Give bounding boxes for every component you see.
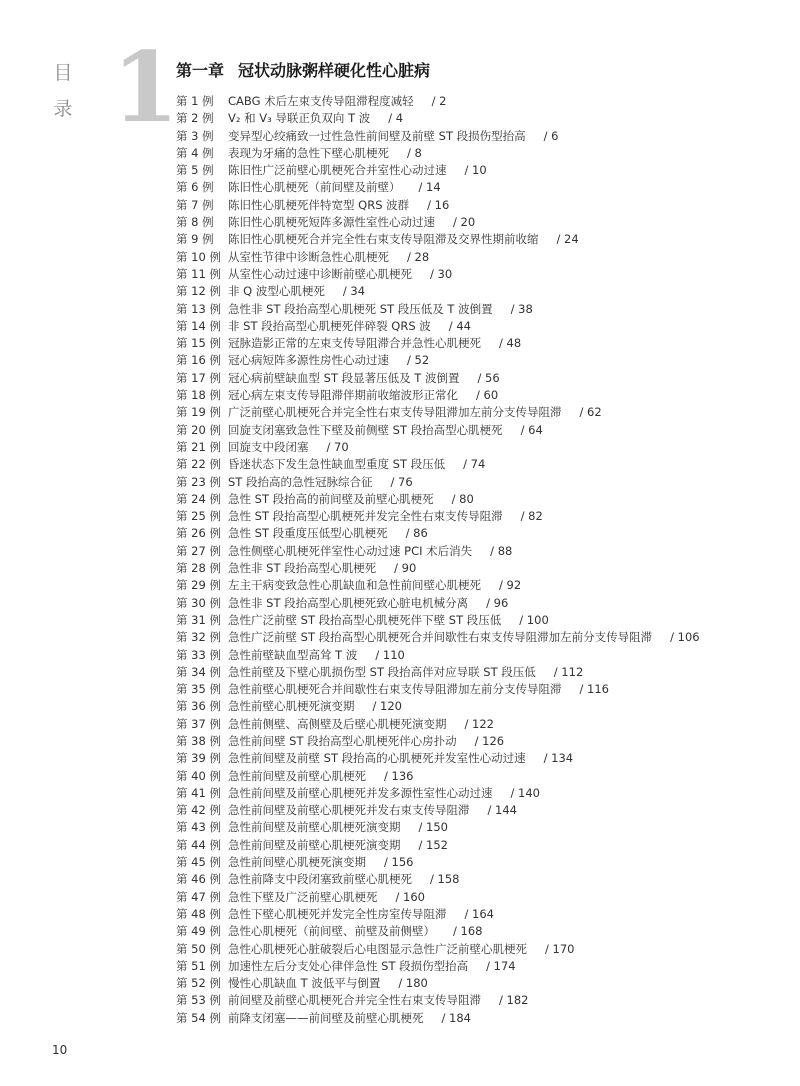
case-title: 急性前间壁及前壁 ST 段抬高的心肌梗死并发室性心动过速 bbox=[228, 751, 526, 766]
case-title: 急性 ST 段抬高型心肌梗死并发完全性右束支传导阻滞 bbox=[228, 509, 503, 524]
page-number: 10 bbox=[52, 1043, 68, 1057]
page-ref: / 62 bbox=[579, 405, 602, 420]
case-title: 急性非 ST 段抬高型心肌梗死 ST 段压低及 T 波倒置 bbox=[228, 301, 493, 316]
toc-entry[interactable] bbox=[176, 750, 776, 767]
case-title: V₂ 和 V₃ 导联正负双向 T 波 bbox=[228, 111, 371, 126]
toc-entry[interactable] bbox=[176, 301, 776, 318]
page-ref: / 106 bbox=[670, 630, 700, 645]
page-ref: / 122 bbox=[464, 716, 494, 731]
chapter-title: 冠状动脉粥样硬化性心脏病 bbox=[238, 61, 431, 80]
case-title: 急性前壁及下壁心肌损伤型 ST 段抬高伴对应导联 ST 段压低 bbox=[228, 664, 536, 679]
case-number: 第 36 例 bbox=[176, 699, 221, 714]
case-title: 陈旧性心肌梗死合并完全性右束支传导阻滞及交界性期前收缩 bbox=[228, 232, 539, 247]
case-title: 从室性心动过速中诊断前壁心肌梗死 bbox=[228, 266, 412, 281]
case-number: 第 51 例 bbox=[176, 958, 221, 973]
page-ref: / 82 bbox=[520, 509, 543, 524]
case-title: 急性前间壁 ST 段抬高型心肌梗死伴心房扑动 bbox=[228, 733, 457, 748]
page-ref: / 126 bbox=[474, 733, 505, 748]
case-number: 第 22 例 bbox=[176, 457, 221, 472]
case-title: 冠心病左束支传导阻滞伴期前收缩波形正常化 bbox=[228, 388, 458, 403]
case-number: 第 54 例 bbox=[176, 1010, 221, 1025]
chapter-label: 第一章 bbox=[176, 61, 225, 80]
case-title: 急性前壁心肌梗死演变期 bbox=[228, 699, 355, 714]
case-number: 第 5 例 bbox=[176, 163, 214, 178]
case-number: 第 35 例 bbox=[176, 682, 221, 697]
case-title: 急性前降支中段闭塞致前壁心肌梗死 bbox=[228, 872, 412, 887]
case-number: 第 18 例 bbox=[176, 388, 221, 403]
page-ref: / 156 bbox=[384, 855, 414, 870]
page-ref: / 90 bbox=[394, 561, 417, 576]
case-number: 第 32 例 bbox=[176, 630, 221, 645]
toc-entry[interactable] bbox=[176, 387, 776, 404]
page-ref: / 152 bbox=[418, 837, 448, 852]
page-ref: / 144 bbox=[487, 803, 517, 818]
case-number: 第 24 例 bbox=[176, 491, 221, 506]
page-ref: / 34 bbox=[342, 284, 366, 299]
page-ref: / 80 bbox=[451, 491, 474, 506]
page-ref: / 10 bbox=[464, 163, 487, 178]
toc-entry[interactable] bbox=[176, 422, 776, 439]
page-ref: / 92 bbox=[499, 578, 522, 593]
page-ref: / 30 bbox=[430, 266, 453, 281]
case-title: 急性心肌梗死心脏破裂后心电图显示急性广泛前壁心肌梗死 bbox=[228, 941, 527, 956]
case-number: 第 15 例 bbox=[176, 336, 221, 351]
side-title-char: 录 bbox=[53, 98, 73, 120]
chapter-heading bbox=[176, 58, 430, 81]
toc-entry[interactable] bbox=[176, 802, 776, 819]
page-ref: / 52 bbox=[407, 353, 430, 368]
case-title: 前降支闭塞——前间壁及前壁心肌梗死 bbox=[228, 1010, 424, 1025]
case-number: 第 12 例 bbox=[176, 284, 221, 299]
toc-entry[interactable] bbox=[176, 439, 776, 456]
case-title: 非 Q 波型心肌梗死 bbox=[228, 284, 325, 299]
case-number: 第 52 例 bbox=[176, 976, 221, 991]
case-title: 急性前壁心肌梗死合并间歇性右束支传导阻滞加左前分支传导阻滞 bbox=[228, 682, 562, 697]
toc-entry[interactable] bbox=[176, 1010, 776, 1027]
page-ref: / 170 bbox=[545, 941, 575, 956]
case-number: 第 16 例 bbox=[176, 353, 221, 368]
toc-entry[interactable] bbox=[176, 335, 776, 352]
toc-entry[interactable] bbox=[176, 889, 776, 906]
toc-entry[interactable] bbox=[176, 785, 776, 802]
toc-list bbox=[176, 93, 776, 1027]
toc-entry[interactable] bbox=[176, 197, 776, 214]
case-title: 急性广泛前壁 ST 段抬高型心肌梗死伴下壁 ST 段压低 bbox=[228, 612, 502, 627]
case-number: 第 17 例 bbox=[176, 370, 221, 385]
case-number: 第 3 例 bbox=[176, 128, 214, 143]
page-ref: / 160 bbox=[395, 889, 425, 904]
page-ref: / 60 bbox=[476, 388, 499, 403]
toc-entry[interactable] bbox=[176, 664, 776, 681]
side-title-char: 目 bbox=[53, 62, 73, 84]
case-number: 第 37 例 bbox=[176, 716, 221, 731]
case-number: 第 47 例 bbox=[176, 889, 221, 904]
case-title: 慢性心肌缺血 T 波低平与倒置 bbox=[228, 976, 381, 991]
page-ref: / 88 bbox=[490, 543, 513, 558]
page-ref: / 120 bbox=[372, 699, 402, 714]
toc-entry[interactable] bbox=[176, 162, 776, 179]
page-ref: / 158 bbox=[430, 872, 460, 887]
case-title: 陈旧性广泛前壁心肌梗死合并室性心动过速 bbox=[228, 163, 447, 178]
case-number: 第 31 例 bbox=[176, 612, 221, 627]
page-ref: / 140 bbox=[510, 785, 540, 800]
case-number: 第 21 例 bbox=[176, 439, 221, 454]
toc-entry[interactable] bbox=[176, 491, 776, 508]
toc-entry[interactable] bbox=[176, 560, 776, 577]
case-title: 广泛前壁心肌梗死合并完全性右束支传导阻滞加左前分支传导阻滞 bbox=[228, 405, 562, 420]
page-ref: / 70 bbox=[326, 439, 349, 454]
toc-entry[interactable] bbox=[176, 941, 776, 958]
page-ref: / 56 bbox=[477, 370, 500, 385]
toc-entry[interactable] bbox=[176, 733, 776, 750]
case-title: 急性非 ST 段抬高型心肌梗死致心脏电机械分离 bbox=[228, 595, 469, 610]
case-title: 急性 ST 段抬高的前间壁及前壁心肌梗死 bbox=[228, 491, 434, 506]
case-number: 第 53 例 bbox=[176, 993, 221, 1008]
page-ref: / 20 bbox=[453, 215, 476, 230]
case-number: 第 42 例 bbox=[176, 803, 221, 818]
case-number: 第 25 例 bbox=[176, 509, 221, 524]
toc-entry[interactable] bbox=[176, 370, 776, 387]
toc-entry[interactable] bbox=[176, 456, 776, 473]
case-title: ST 段抬高的急性冠脉综合征 bbox=[228, 474, 373, 489]
case-title: 昏迷状态下发生急性缺血型重度 ST 段压低 bbox=[228, 457, 446, 472]
case-number: 第 30 例 bbox=[176, 595, 221, 610]
case-title: 急性心肌梗死（前间壁、前壁及前侧壁） bbox=[228, 924, 435, 939]
case-number: 第 6 例 bbox=[176, 180, 214, 195]
page-ref: / 96 bbox=[486, 595, 509, 610]
case-number: 第 48 例 bbox=[176, 906, 221, 921]
toc-entry[interactable] bbox=[176, 525, 776, 542]
case-title: 非 ST 段抬高型心肌梗死伴碎裂 QRS 波 bbox=[228, 318, 431, 333]
toc-entry[interactable] bbox=[176, 906, 776, 923]
case-number: 第 27 例 bbox=[176, 543, 221, 558]
toc-entry[interactable] bbox=[176, 128, 776, 145]
case-number: 第 9 例 bbox=[176, 232, 214, 247]
toc-entry[interactable] bbox=[176, 716, 776, 733]
toc-entry[interactable] bbox=[176, 266, 776, 283]
case-title: 回旋支中段闭塞 bbox=[228, 439, 309, 454]
case-number: 第 38 例 bbox=[176, 733, 221, 748]
case-number: 第 7 例 bbox=[176, 197, 214, 212]
case-number: 第 49 例 bbox=[176, 924, 221, 939]
toc-entry[interactable] bbox=[176, 474, 776, 491]
case-title: 急性前间壁及前壁心肌梗死演变期 bbox=[228, 820, 401, 835]
case-title: 冠脉造影正常的左束支传导阻滞合并急性心肌梗死 bbox=[228, 336, 481, 351]
page-ref: / 38 bbox=[510, 301, 533, 316]
toc-entry[interactable] bbox=[176, 923, 776, 940]
case-number: 第 8 例 bbox=[176, 215, 214, 230]
case-title: 回旋支闭塞致急性下壁及前侧壁 ST 段抬高型心肌梗死 bbox=[228, 422, 503, 437]
case-number: 第 4 例 bbox=[176, 145, 214, 160]
toc-entry[interactable] bbox=[176, 318, 776, 335]
case-title: 急性前间壁及前壁心肌梗死演变期 bbox=[228, 837, 401, 852]
page-ref: / 44 bbox=[448, 318, 471, 333]
case-title: 急性 ST 段重度压低型心肌梗死 bbox=[228, 526, 388, 541]
page-ref: / 112 bbox=[553, 664, 584, 679]
page-ref: / 24 bbox=[556, 232, 579, 247]
toc-entry[interactable] bbox=[176, 577, 776, 594]
page-ref: / 76 bbox=[390, 474, 413, 489]
page-ref: / 168 bbox=[453, 924, 483, 939]
page-ref: / 100 bbox=[519, 612, 549, 627]
case-title: 急性前间壁及前壁心肌梗死并发多源性室性心动过速 bbox=[228, 785, 493, 800]
toc-entry[interactable] bbox=[176, 179, 776, 196]
page-ref: / 6 bbox=[543, 128, 559, 143]
toc-entry[interactable] bbox=[176, 595, 776, 612]
case-number: 第 2 例 bbox=[176, 111, 214, 126]
toc-entry[interactable] bbox=[176, 681, 776, 698]
page-ref: / 110 bbox=[375, 647, 405, 662]
toc-entry[interactable] bbox=[176, 352, 776, 369]
case-number: 第 41 例 bbox=[176, 785, 221, 800]
toc-entry[interactable] bbox=[176, 837, 776, 854]
toc-entry[interactable] bbox=[176, 958, 776, 975]
toc-entry[interactable] bbox=[176, 249, 776, 266]
case-number: 第 10 例 bbox=[176, 249, 221, 264]
case-title: 从室性节律中诊断急性心肌梗死 bbox=[228, 249, 389, 264]
case-title: 表现为牙痛的急性下壁心肌梗死 bbox=[228, 145, 389, 160]
page-ref: / 86 bbox=[405, 526, 428, 541]
case-title: 急性前间壁及前壁心肌梗死 bbox=[228, 768, 366, 783]
case-number: 第 45 例 bbox=[176, 855, 221, 870]
case-number: 第 40 例 bbox=[176, 768, 221, 783]
case-number: 第 23 例 bbox=[176, 474, 221, 489]
case-number: 第 19 例 bbox=[176, 405, 221, 420]
case-number: 第 29 例 bbox=[176, 578, 221, 593]
toc-entry[interactable] bbox=[176, 231, 776, 248]
toc-entry[interactable] bbox=[176, 975, 776, 992]
page-ref: / 116 bbox=[579, 682, 609, 697]
case-title: 急性前侧壁、高侧壁及后壁心肌梗死演变期 bbox=[228, 716, 447, 731]
case-title: 前间壁及前壁心肌梗死合并完全性右束支传导阻滞 bbox=[228, 993, 481, 1008]
case-number: 第 20 例 bbox=[176, 422, 221, 437]
page-ref: / 14 bbox=[418, 180, 441, 195]
page-ref: / 28 bbox=[407, 249, 430, 264]
toc-entry[interactable] bbox=[176, 871, 776, 888]
case-number: 第 34 例 bbox=[176, 664, 221, 679]
page-ref: / 48 bbox=[499, 336, 522, 351]
page-ref: / 182 bbox=[499, 993, 529, 1008]
page-ref: / 64 bbox=[520, 422, 543, 437]
case-title: 急性下壁及广泛前壁心肌梗死 bbox=[228, 889, 378, 904]
toc-entry[interactable] bbox=[176, 145, 776, 162]
case-title: 急性侧壁心肌梗死伴室性心动过速 PCI 术后消失 bbox=[228, 543, 473, 558]
case-number: 第 39 例 bbox=[176, 751, 221, 766]
case-number: 第 50 例 bbox=[176, 941, 221, 956]
case-title: 急性前壁缺血型高耸 T 波 bbox=[228, 647, 358, 662]
page-ref: / 16 bbox=[427, 197, 450, 212]
case-title: 加速性左后分支处心律伴急性 ST 段损伤型抬高 bbox=[228, 958, 469, 973]
case-title: 陈旧性心肌梗死短阵多源性室性心动过速 bbox=[228, 215, 435, 230]
page-ref: / 4 bbox=[388, 111, 404, 126]
case-title: 左主干病变致急性心肌缺血和急性前间壁心肌梗死 bbox=[228, 578, 481, 593]
toc-entry[interactable] bbox=[176, 854, 776, 871]
toc-entry[interactable] bbox=[176, 508, 776, 525]
page-ref: / 8 bbox=[407, 145, 422, 160]
page-ref: / 74 bbox=[463, 457, 486, 472]
toc-entry[interactable] bbox=[176, 612, 776, 629]
toc-entry[interactable] bbox=[176, 214, 776, 231]
toc-entry[interactable] bbox=[176, 647, 776, 664]
toc-entry[interactable] bbox=[176, 93, 776, 110]
toc-side-title bbox=[52, 55, 74, 127]
page-ref: / 184 bbox=[441, 1010, 471, 1025]
toc-entry[interactable] bbox=[176, 698, 776, 715]
case-number: 第 46 例 bbox=[176, 872, 221, 887]
case-title: 冠心病前壁缺血型 ST 段显著压低及 T 波倒置 bbox=[228, 370, 460, 385]
case-title: 急性前间壁及前壁心肌梗死并发右束支传导阻滞 bbox=[228, 803, 470, 818]
case-number: 第 13 例 bbox=[176, 301, 221, 316]
case-title: 急性非 ST 段抬高型心肌梗死 bbox=[228, 561, 377, 576]
toc-entry[interactable] bbox=[176, 768, 776, 785]
toc-entry[interactable] bbox=[176, 819, 776, 836]
page-ref: / 2 bbox=[431, 94, 447, 108]
case-number: 第 1 例 bbox=[176, 94, 214, 108]
page-ref: / 134 bbox=[543, 751, 574, 766]
case-title: 冠心病短阵多源性房性心动过速 bbox=[228, 353, 389, 368]
toc-entry[interactable] bbox=[176, 543, 776, 560]
page-ref: / 164 bbox=[464, 906, 494, 921]
toc-entry[interactable] bbox=[176, 283, 776, 300]
case-number: 第 26 例 bbox=[176, 526, 221, 541]
case-number: 第 43 例 bbox=[176, 820, 221, 835]
toc-entry[interactable] bbox=[176, 629, 776, 646]
case-title: 急性广泛前壁 ST 段抬高型心肌梗死合并间歇性右束支传导阻滞加左前分支传导阻滞 bbox=[228, 630, 653, 645]
page-ref: / 174 bbox=[486, 958, 516, 973]
page-ref: / 150 bbox=[418, 820, 448, 835]
case-number: 第 44 例 bbox=[176, 837, 221, 852]
page-ref: / 180 bbox=[398, 976, 428, 991]
toc-entry[interactable] bbox=[176, 992, 776, 1009]
case-number: 第 33 例 bbox=[176, 647, 221, 662]
toc-entry[interactable] bbox=[176, 404, 776, 421]
case-title: 陈旧性心肌梗死伴特宽型 QRS 波群 bbox=[228, 197, 410, 212]
case-title: 急性下壁心肌梗死并发完全性房室传导阻滞 bbox=[228, 906, 447, 921]
page-ref: / 136 bbox=[384, 768, 414, 783]
case-number: 第 28 例 bbox=[176, 561, 221, 576]
case-title: 急性前间壁心肌梗死演变期 bbox=[228, 855, 366, 870]
case-title: 变异型心绞痛致一过性急性前间壁及前壁 ST 段损伤型抬高 bbox=[228, 128, 526, 143]
case-title: 陈旧性心肌梗死（前间壁及前壁） bbox=[228, 180, 401, 195]
chapter-number: 1 bbox=[112, 31, 179, 144]
case-number: 第 11 例 bbox=[176, 266, 221, 281]
case-title: CABG 术后左束支传导阻滞程度减轻 bbox=[228, 94, 414, 108]
case-number: 第 14 例 bbox=[176, 318, 221, 333]
toc-entry[interactable] bbox=[176, 110, 776, 127]
